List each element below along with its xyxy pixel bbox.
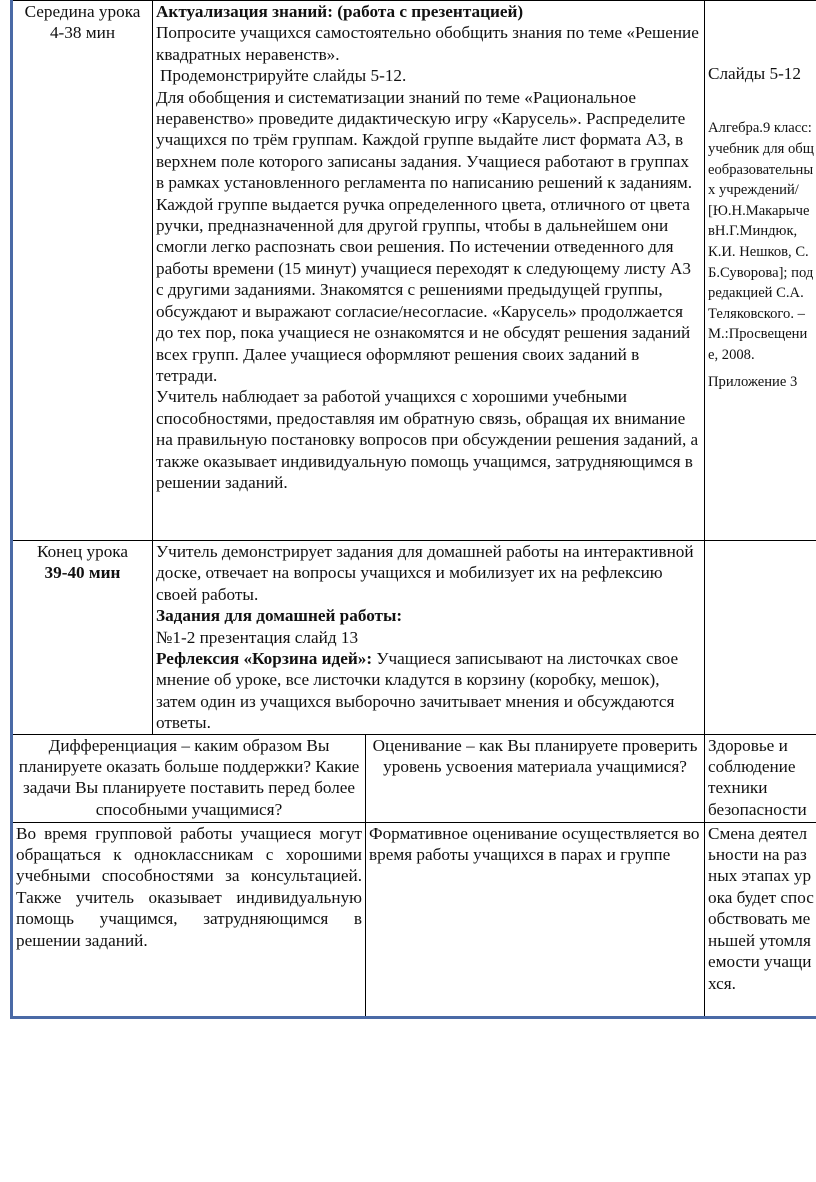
stage-time: 39-40 мин [44,563,121,583]
stage-label: Середина урока [24,2,141,21]
stage-time: 4-38 мин [49,23,116,43]
lesson-plan-table [10,0,816,1019]
activity-intro: Попросите учащихся самостоятельно обобщить знания по теме «Решение квадратных неравенств». [156,23,699,64]
table-row-middle [12,1,816,541]
activity-heading: Актуализация знаний: (работа с презентацией) [156,2,524,21]
table-row-content [12,822,816,1017]
resources-cell [705,1,816,541]
reflection-heading: Рефлексия «Корзина идей»: [156,649,373,669]
activity-game: Для обобщения и систематизации знаний по теме «Рациональное неравенство» проведите дидактическую игру «Карусель». Распределите учащихся по трём группам. Каждой группе выдайте лист формата А3, в верхнем поле которого записаны задания. Учащиеся работают в группах в рамках установленного регламента по написанию решений к заданиям. Каждой группе выдается ручка определенного цвета, отличного от цвета ручки, предназначенной для другой группы, чтобы в дальнейшем они смогли легко распознать свои решения. По истечении отведенного для работы времени (15 минут) учащиеся переходят к следующему листу А3 с другими заданиями. Знакомятся с решениями предыдущей группы, обсуждают и выражают согласие/несогласие. «Карусель» продолжается до тех пор, пока учащиеся не ознакомятся и не обсудят решения заданий всех групп. Далее учащиеся оформляют решения своих заданий в тетради. [156,87,693,385]
reflection-text: Учащиеся записывают на листочках свое мнение об уроке, все листочки кладутся в корзину (коробку, мешок), затем один из учащихся выборочно зачитывает мнения и обсуждаются ответы. [156,649,679,733]
assessment-header: Оценивание – как Вы планируете проверить уровень усвоения материала учащимися? [366,734,705,822]
differentiation-header: Дифференциация – каким образом Вы планируете оказать больше поддержки? Какие задачи Вы планируете поставить перед более способными учащимися? [12,734,366,822]
activity-cell [153,1,705,541]
table-row-end [12,541,816,735]
health-header: Здоровье и соблюдение техники безопасности [705,734,816,822]
assessment-content: Формативное оценивание осуществляется во время работы учащихся в парах и группе [366,822,705,1017]
resources-slides: Слайды 5-12 [708,64,801,83]
homework-text: №1-2 презентация слайд 13 [156,627,359,647]
differentiation-content: Во время групповой работы учащиеся могут обращаться к одноклассникам с хорошими учебными способностями за консультацией. Также учитель оказывает индивидуальную помощь учащимся, затрудняющимся в решении заданий. [12,822,366,1017]
stage-cell [12,541,153,735]
activity-teacher: Учитель наблюдает за работой учащихся с хорошими учебными способностями, предоставляя им обратную связь, обращая их внимание на правильную постановку вопросов при обсуждении решения заданий, а также оказывает индивидуальную помощь учащимся, затрудняющимся в решении заданий. [156,387,699,492]
resources-textbook: Алгебра.9 класс: учебник для общеобразовательных учреждений/ [Ю.Н.МакарычевН.Г.Миндюк, К.И. Нешков, С.Б.Суворова]; под редакцией С.А. Теляковского. – М.:Просвещение, 2008. [708,120,814,363]
homework-intro: Учитель демонстрирует задания для домашней работы на интерактивной доске, отвечает на вопросы учащихся и мобилизует их на рефлексию своей работы. [156,542,694,604]
health-content: Смена деятельности на разных этапах урока будет способствовать меньшей утомляемости учащихся. [705,822,816,1017]
homework-heading: Задания для домашней работы: [156,606,403,626]
reflection-paragraph [156,648,701,734]
activity-slides: Продемонстрируйте слайды 5-12. [160,66,407,86]
stage-cell [12,1,153,541]
activity-cell [153,541,705,735]
stage-label: Конец урока [36,542,129,561]
table-row-headers [12,734,816,822]
resources-cell [705,541,816,735]
resources-appendix: Приложение 3 [708,373,798,390]
